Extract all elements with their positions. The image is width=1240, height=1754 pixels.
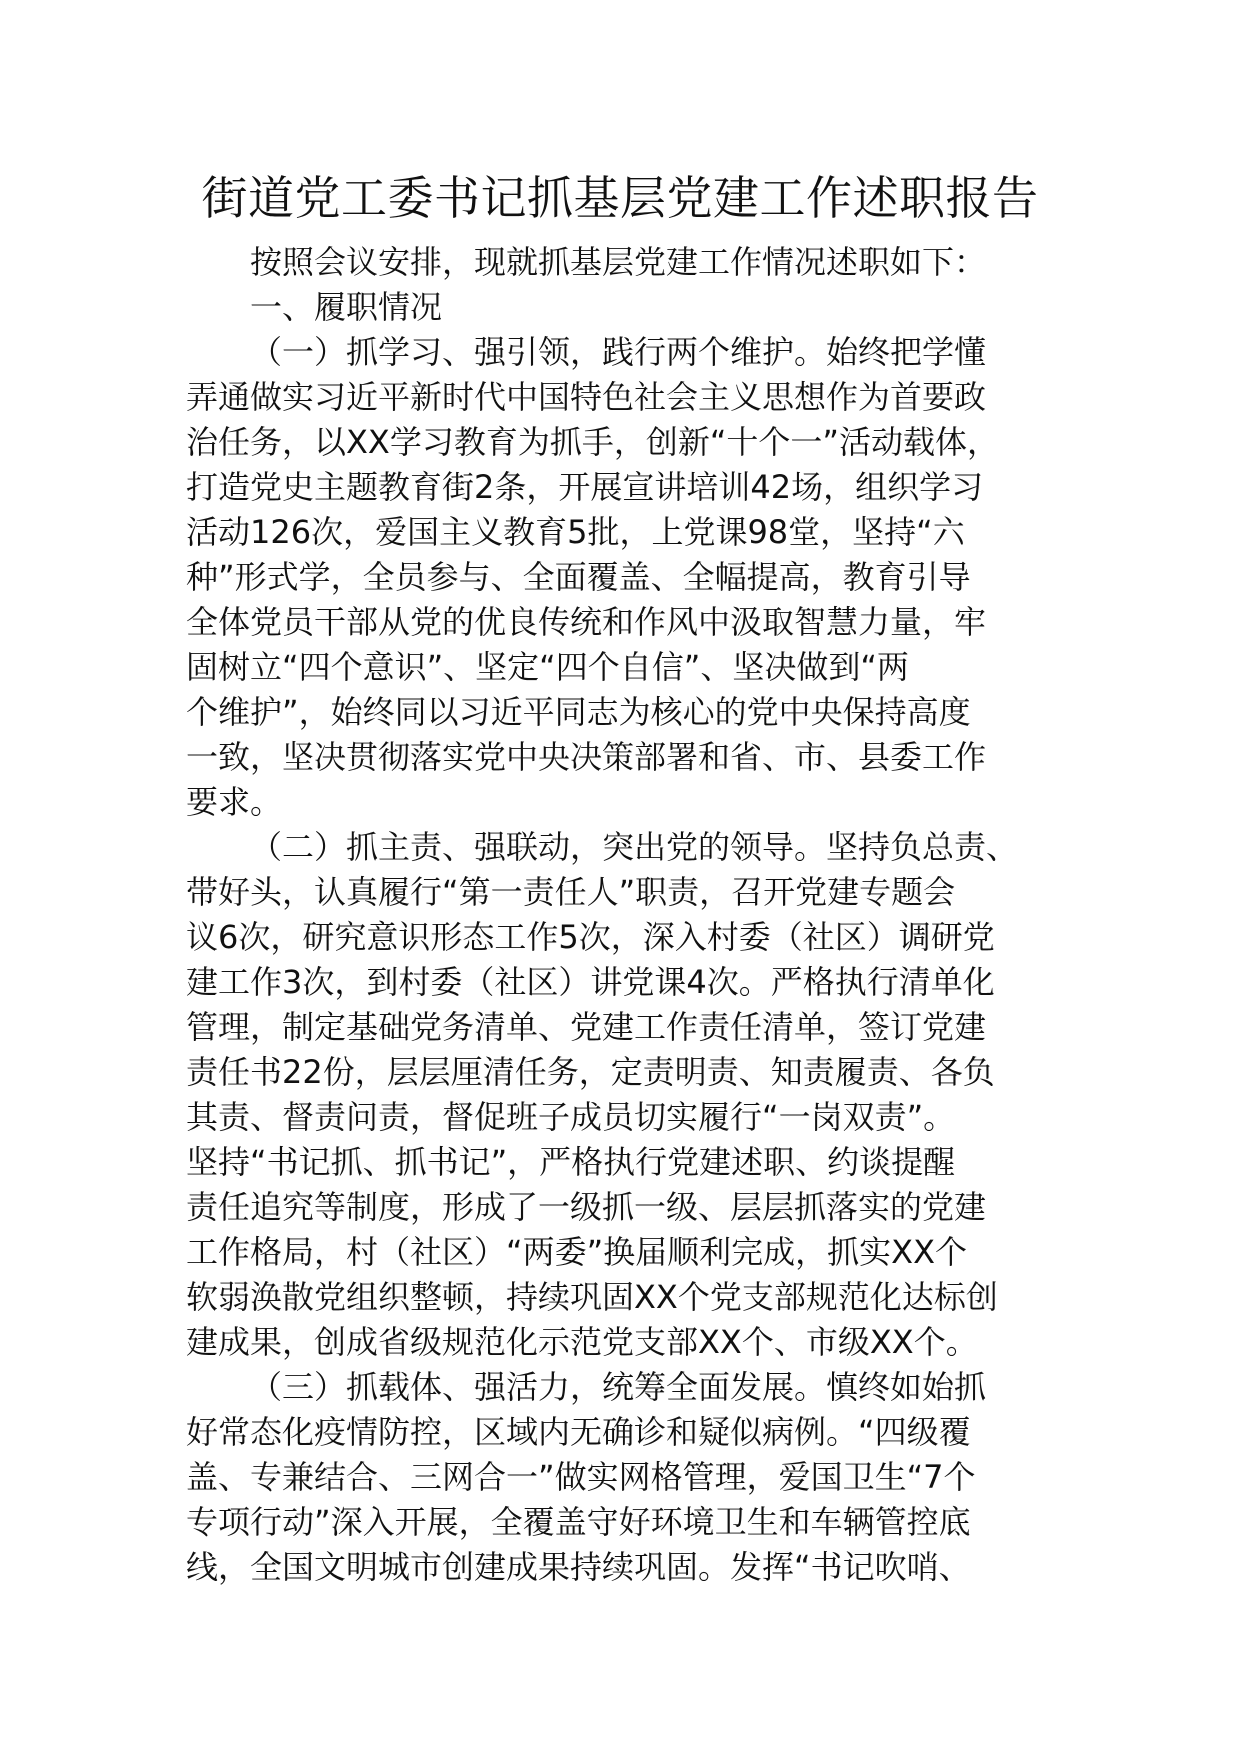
text-line: 其责、督责问责，督促班子成员切实履行“一岗双责”。 bbox=[186, 1098, 956, 1136]
text-line: 责任书22份，层层厘清任务，定责明责、知责履责、各负 bbox=[186, 1053, 995, 1091]
text-line: 责任追究等制度，形成了一级抓一级、层层抓落实的党建 bbox=[186, 1188, 987, 1226]
text-line: 议6次，研究意识形态工作5次，深入村委（社区）调研党 bbox=[186, 918, 995, 956]
text-line: 建成果，创成省级规范化示范党支部XX个、市级XX个。 bbox=[186, 1323, 978, 1361]
text-line: 盖、专兼结合、三网合一”做实网格管理，爱国卫生“7个 bbox=[186, 1458, 976, 1496]
text-line: 软弱涣散党组织整顿，持续巩固XX个党支部规范化达标创 bbox=[186, 1278, 998, 1316]
text-line: 建工作3次，到村委（社区）讲党课4次。严格执行清单化 bbox=[186, 963, 995, 1001]
text-line: 弄通做实习近平新时代中国特色社会主义思想作为首要政 bbox=[186, 378, 987, 416]
text-line: 工作格局，村（社区）“两委”换届顺利完成，抓实XX个 bbox=[186, 1233, 968, 1271]
text-line: 一、履职情况 bbox=[250, 288, 443, 326]
text-line: 要求。 bbox=[186, 783, 283, 821]
text-line: 打造党史主题教育街2条，开展宣讲培训42场，组织学习 bbox=[186, 468, 984, 506]
text-line: 全体党员干部从党的优良传统和作风中汲取智慧力量，牢 bbox=[186, 603, 987, 641]
document-title: 街道党工委书记抓基层党建工作述职报告 bbox=[201, 171, 1039, 225]
text-line: 带好头，认真履行“第一责任人”职责，召开党建专题会 bbox=[186, 873, 956, 911]
text-line: 活动126次，爱国主义教育5批，上党课98堂，坚持“六 bbox=[186, 513, 965, 551]
text-line: （一）抓学习、强引领，践行两个维护。始终把学懂 bbox=[250, 333, 987, 371]
text-line: 固树立“四个意识”、坚定“四个自信”、坚决做到“两 bbox=[186, 648, 909, 686]
text-line: 个维护”，始终同以习近平同志为核心的党中央保持高度 bbox=[186, 693, 971, 731]
text-line: 专项行动”深入开展，全覆盖守好环境卫生和车辆管控底 bbox=[186, 1503, 971, 1541]
text-line: 线，全国文明城市创建成果持续巩固。发挥“书记吹哨、 bbox=[186, 1548, 971, 1586]
text-line: 种”形式学，全员参与、全面覆盖、全幅提高，教育引导 bbox=[186, 558, 971, 596]
text-line: 治任务，以XX学习教育为抓手，创新“十个一”活动载体， bbox=[186, 423, 1000, 461]
text-line: 一致，坚决贯彻落实党中央决策部署和省、市、县委工作 bbox=[186, 738, 987, 776]
text-line: （三）抓载体、强活力，统筹全面发展。慎终如始抓 bbox=[250, 1368, 987, 1406]
text-line: （二）抓主责、强联动，突出党的领导。坚持负总责、 bbox=[250, 828, 1019, 866]
document-body bbox=[186, 240, 1086, 1590]
text-line: 好常态化疫情防控，区域内无确诊和疑似病例。“四级覆 bbox=[186, 1413, 971, 1451]
text-line: 按照会议安排，现就抓基层党建工作情况述职如下： bbox=[250, 243, 987, 281]
text-line: 管理，制定基础党务清单、党建工作责任清单，签订党建 bbox=[186, 1008, 987, 1046]
text-line: 坚持“书记抓、抓书记”，严格执行党建述职、约谈提醒 bbox=[186, 1143, 956, 1181]
